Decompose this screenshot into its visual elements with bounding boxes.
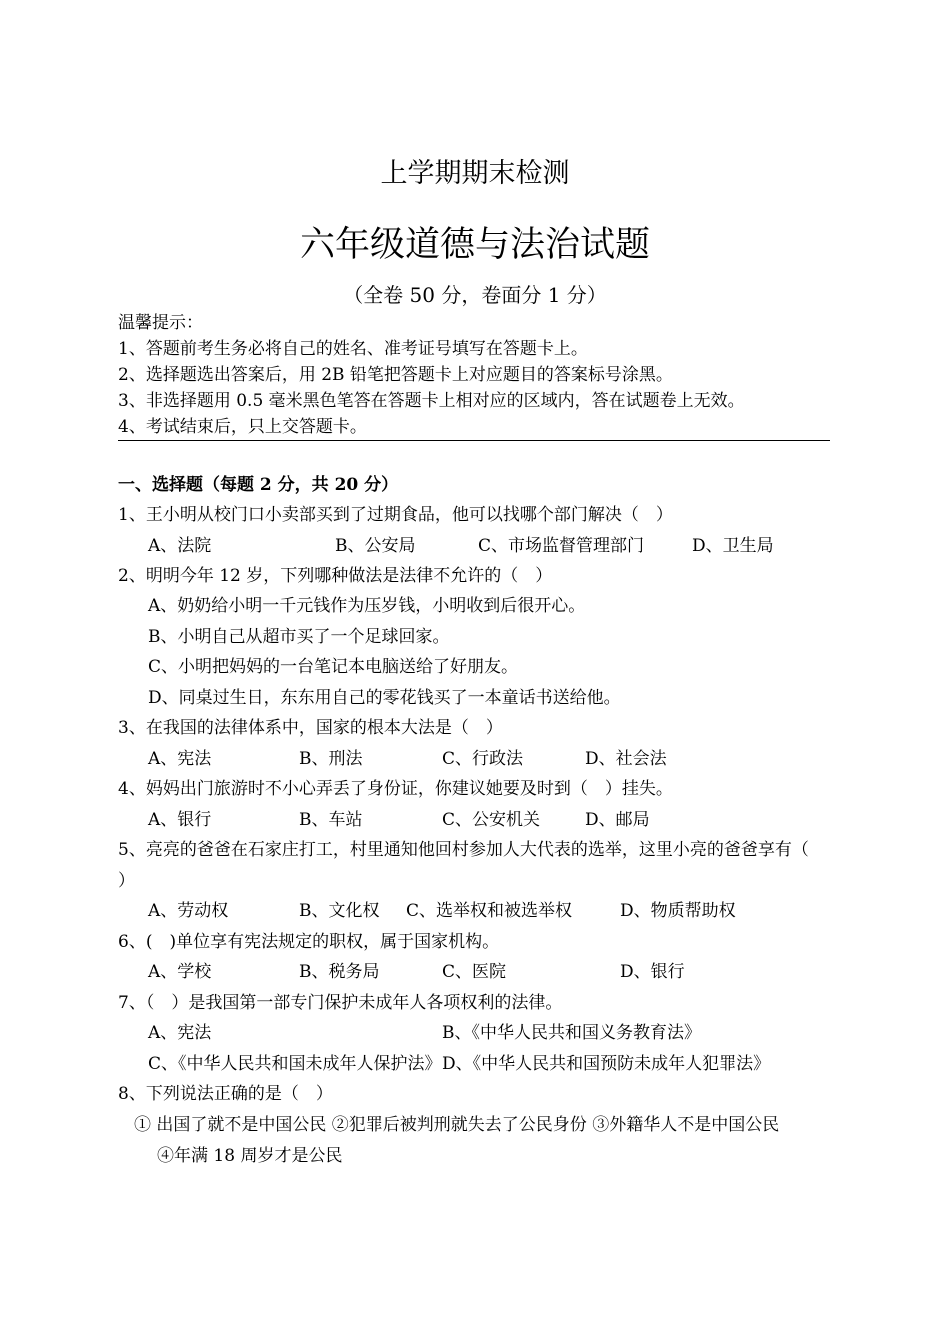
option: C、市场监督管理部门	[478, 536, 645, 556]
exam-title: 六年级道德与法治试题	[299, 225, 650, 265]
option: A、银行	[148, 810, 212, 830]
option: D、物质帮助权	[620, 901, 736, 921]
option: B、税务局	[299, 962, 380, 982]
option: B、刑法	[299, 749, 363, 769]
tips-heading: 温馨提示：	[118, 313, 203, 333]
option: D、同桌过生日，东东用自己的零花钱买了一本童话书送给他。	[148, 688, 621, 708]
option: C、《中华人民共和国未成年人保护法》	[148, 1054, 442, 1074]
option: D、社会法	[585, 749, 667, 769]
option: A、法院	[148, 536, 212, 556]
section-heading: 一、选择题（每题 2 分，共 20 分）	[118, 475, 399, 495]
option: A、学校	[148, 962, 212, 982]
option: D、邮局	[585, 810, 650, 830]
divider	[118, 440, 830, 441]
question-stem: 4、妈妈出门旅游时不小心弄丢了身份证，你建议她要及时到（ ）挂失。	[118, 779, 673, 799]
option: D、银行	[620, 962, 685, 982]
statement-list: ④年满 18 周岁才是公民	[157, 1146, 343, 1166]
tip-item: 2、选择题选出答案后，用 2B 铅笔把答题卡上对应题目的答案标号涂黑。	[118, 365, 673, 385]
question-stem: 6、( )单位享有宪法规定的职权，属于国家机构。	[118, 932, 500, 952]
question-stem: 1、王小明从校门口小卖部买到了过期食品，他可以找哪个部门解决（ ）	[118, 505, 673, 525]
option: A、劳动权	[148, 901, 229, 921]
option: B、文化权	[299, 901, 380, 921]
question-stem: 3、在我国的法律体系中，国家的根本大法是（ ）	[118, 718, 503, 738]
option: B、《中华人民共和国义务教育法》	[442, 1023, 701, 1043]
option: D、卫生局	[692, 536, 774, 556]
tip-item: 1、答题前考生务必将自己的姓名、准考证号填写在答题卡上。	[118, 339, 588, 359]
option: A、宪法	[148, 1023, 212, 1043]
statement-list: ① 出国了就不是中国公民 ②犯罪后被判刑就失去了公民身份 ③外籍华人不是中国公民	[134, 1115, 780, 1135]
option: D、《中华人民共和国预防未成年人犯罪法》	[442, 1054, 771, 1074]
option: C、小明把妈妈的一台笔记本电脑送给了好朋友。	[148, 657, 519, 677]
question-stem: 5、亮亮的爸爸在石家庄打工，村里通知他回村参加人大代表的选举，这里小亮的爸爸享有（	[118, 840, 809, 860]
tip-item: 4、考试结束后，只上交答题卡。	[118, 417, 367, 437]
question-stem-continued: ）	[118, 871, 135, 891]
option: C、医院	[442, 962, 507, 982]
score-note: （全卷 50 分，卷面分 1 分）	[343, 283, 607, 307]
option: C、行政法	[442, 749, 524, 769]
question-stem: 2、明明今年 12 岁，下列哪种做法是法律不允许的（ ）	[118, 566, 553, 586]
option: A、奶奶给小明一千元钱作为压岁钱，小明收到后很开心。	[148, 596, 586, 616]
option: B、车站	[299, 810, 363, 830]
option: B、公安局	[335, 536, 416, 556]
exam-subtitle: 上学期期末检测	[380, 158, 570, 189]
question-stem: 8、下列说法正确的是（ ）	[118, 1084, 333, 1104]
option: C、公安机关	[442, 810, 541, 830]
tip-item: 3、非选择题用 0.5 毫米黑色笔答在答题卡上相对应的区域内，答在试题卷上无效。	[118, 391, 745, 411]
option: C、选举权和被选举权	[406, 901, 573, 921]
question-stem: 7、（ ）是我国第一部专门保护未成年人各项权利的法律。	[118, 993, 563, 1013]
option: B、小明自己从超市买了一个足球回家。	[148, 627, 450, 647]
option: A、宪法	[148, 749, 212, 769]
